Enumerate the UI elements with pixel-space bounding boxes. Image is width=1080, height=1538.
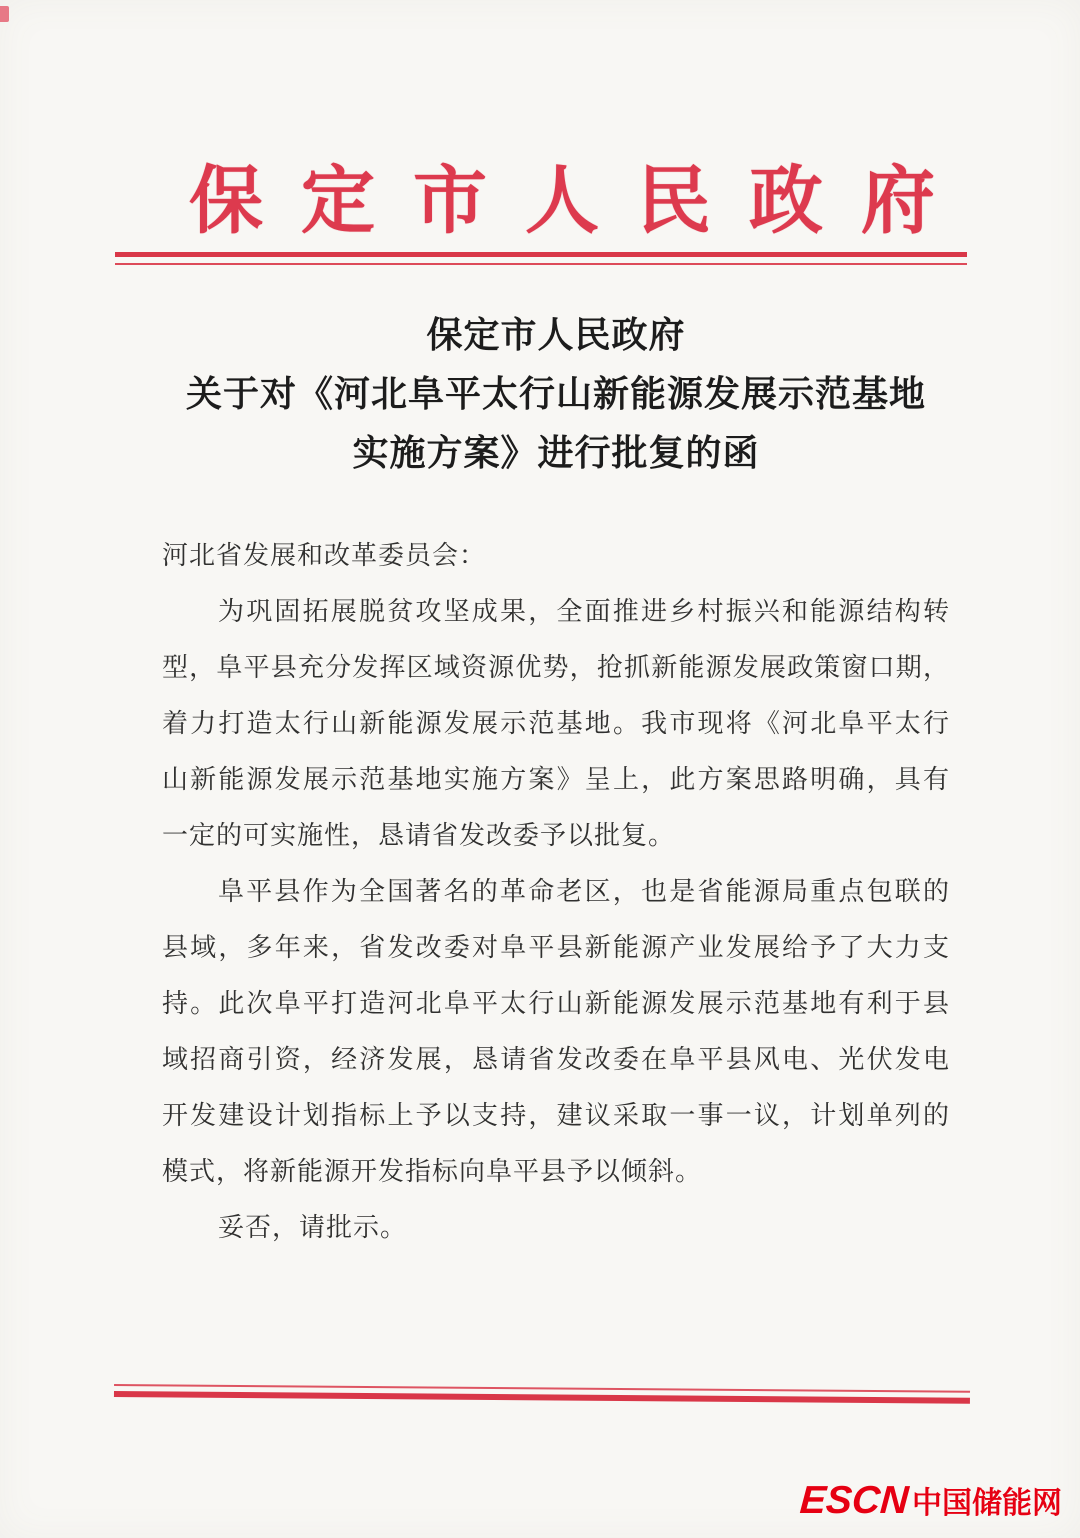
footer-divider <box>114 1384 970 1404</box>
body-line: 为巩固拓展脱贫攻坚成果，全面推进乡村振兴和能源结构转 <box>218 597 950 626</box>
letterhead-divider-thin-line <box>115 263 967 265</box>
body-line: 持。此次阜平打造河北阜平太行山新能源发展示范基地有利于县 <box>162 989 950 1018</box>
body-line: 型，阜平县充分发挥区域资源优势，抢抓新能源发展政策窗口期， <box>162 653 950 682</box>
document-title-line-2: 关于对《河北阜平太行山新能源发展示范基地 <box>185 374 926 414</box>
body-salutation: 河北省发展和改革委员会： <box>162 541 487 570</box>
scan-artifact-mark <box>0 6 9 22</box>
escn-logo-text-en: ESCN <box>798 1479 910 1522</box>
letterhead-title: 保定市人民政府 <box>189 161 973 243</box>
body-line: 域招商引资，经济发展，恳请省发改委在阜平县风电、光伏发电 <box>162 1045 950 1074</box>
body-line: 一定的可实施性，恳请省发改委予以批复。 <box>162 821 676 850</box>
document-title-line-1: 保定市人民政府 <box>426 315 686 355</box>
body-line: 山新能源发展示范基地实施方案》呈上，此方案思路明确，具有 <box>162 765 950 794</box>
escn-watermark-logo <box>800 1478 1062 1523</box>
body-line: 开发建设计划指标上予以支持，建议采取一事一议，计划单列的 <box>162 1101 950 1130</box>
body-line: 着力打造太行山新能源发展示范基地。我市现将《河北阜平太行 <box>162 709 950 738</box>
document-title-line-3: 实施方案》进行批复的函 <box>352 433 760 473</box>
body-closing-line: 妥否，请批示。 <box>218 1213 408 1242</box>
document-title <box>162 306 950 483</box>
body-line: 县域，多年来，省发改委对阜平县新能源产业发展给予了大力支 <box>162 933 950 962</box>
escn-logo-text-cn: 中国储能网 <box>912 1487 1062 1520</box>
body-line: 阜平县作为全国著名的革命老区，也是省能源局重点包联的 <box>218 877 950 906</box>
document-body <box>162 528 950 1256</box>
letterhead-divider <box>115 252 967 265</box>
body-line: 模式，将新能源开发指标向阜平县予以倾斜。 <box>162 1157 703 1186</box>
